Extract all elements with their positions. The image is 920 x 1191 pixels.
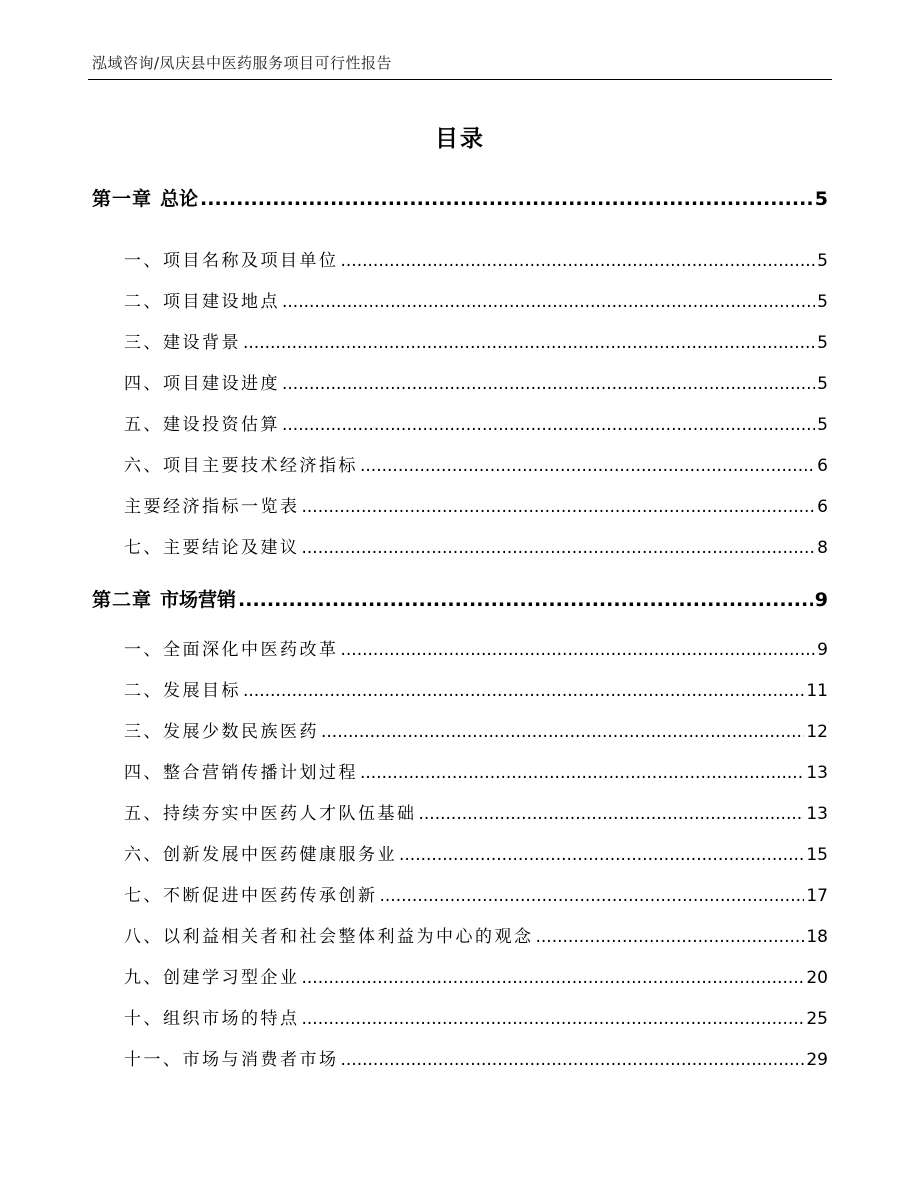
toc-page-number: 12	[806, 722, 828, 742]
toc-label: 持续夯实中医药人才队伍基础	[163, 804, 417, 824]
dot-leader	[360, 456, 815, 476]
toc-page-number: 6	[817, 456, 828, 476]
toc-label: 主要结论及建议	[163, 538, 300, 558]
toc-entry[interactable]	[124, 369, 828, 394]
toc-entry[interactable]	[124, 410, 828, 435]
toc-marker: 一、	[124, 640, 163, 660]
toc-entry[interactable]	[124, 799, 828, 824]
dot-leader	[243, 333, 815, 353]
toc-page-number: 15	[806, 845, 828, 865]
toc-marker: 三、	[124, 722, 163, 742]
toc-page-number: 8	[817, 538, 828, 558]
toc-label: 发展少数民族医药	[163, 722, 319, 742]
dot-leader	[282, 292, 815, 312]
toc-label: 主要经济指标一览表	[124, 497, 300, 517]
toc-marker: 十、	[124, 1009, 163, 1029]
header-divider	[88, 79, 832, 80]
toc-label: 不断促进中医药传承创新	[163, 886, 378, 906]
toc-label: 项目名称及项目单位	[163, 251, 339, 271]
toc-entry[interactable]	[124, 676, 828, 701]
toc-label: 发展目标	[163, 681, 241, 701]
toc-page-number: 6	[817, 497, 828, 517]
toc-label: 项目主要技术经济指标	[163, 456, 358, 476]
toc-page-number: 5	[817, 374, 828, 394]
toc-page-number: 5	[817, 415, 828, 435]
toc-title: 目录	[435, 126, 485, 152]
toc-page-number: 18	[806, 927, 828, 947]
toc-marker: 七、	[124, 886, 163, 906]
toc-label: 组织市场的特点	[163, 1009, 300, 1029]
toc-entry[interactable]	[124, 881, 828, 906]
toc-label: 市场与消费者市场	[182, 1050, 339, 1070]
toc-entry[interactable]	[124, 963, 828, 988]
toc-marker: 第二章	[92, 589, 153, 611]
toc-marker: 第一章	[92, 188, 153, 210]
toc-label: 总论	[160, 188, 199, 210]
toc-label: 市场营销	[160, 589, 237, 611]
toc-marker: 十一、	[124, 1050, 183, 1070]
dot-leader	[302, 497, 816, 517]
toc-page-number: 5	[817, 333, 828, 353]
toc-label: 建设投资估算	[163, 415, 280, 435]
toc-marker: 六、	[124, 845, 163, 865]
toc-marker: 一、	[124, 251, 163, 271]
toc-entry[interactable]	[124, 1045, 828, 1070]
toc-page-number: 9	[814, 589, 828, 611]
toc-page-number: 5	[814, 188, 828, 210]
toc-entry[interactable]	[124, 246, 828, 271]
toc-label: 以利益相关者和社会整体利益为中心的观念	[163, 927, 534, 947]
dot-leader	[341, 251, 816, 271]
dot-leader	[243, 681, 804, 701]
toc-entry-chapter[interactable]	[92, 585, 828, 612]
dot-leader	[341, 640, 816, 660]
toc-label: 创新发展中医药健康服务业	[163, 845, 397, 865]
toc-entry[interactable]	[124, 840, 828, 865]
toc-marker: 七、	[124, 538, 163, 558]
dot-leader	[536, 927, 805, 947]
toc-marker: 四、	[124, 374, 163, 394]
toc-marker: 二、	[124, 292, 163, 312]
toc-entry[interactable]	[124, 287, 828, 312]
toc-entry-chapter[interactable]	[92, 184, 828, 211]
toc-marker: 六、	[124, 456, 163, 476]
toc-marker: 八、	[124, 927, 163, 947]
dot-leader	[380, 886, 805, 906]
toc-entry[interactable]	[124, 758, 828, 783]
toc-marker: 四、	[124, 763, 163, 783]
dot-leader	[302, 1009, 805, 1029]
toc-marker: 九、	[124, 968, 163, 988]
toc-label: 项目建设进度	[163, 374, 280, 394]
dot-leader	[302, 538, 816, 558]
toc-page-number: 5	[817, 251, 828, 271]
dot-leader	[200, 188, 813, 210]
running-header: 泓域咨询/凤庆县中医药服务项目可行性报告	[92, 54, 393, 72]
toc-entry[interactable]	[124, 717, 828, 742]
toc-page-number: 13	[806, 763, 828, 783]
toc-entry[interactable]	[124, 328, 828, 353]
toc-page-number: 17	[806, 886, 828, 906]
dot-leader	[282, 374, 815, 394]
toc-page-number: 5	[817, 292, 828, 312]
dot-leader	[419, 804, 805, 824]
toc-page-number: 13	[806, 804, 828, 824]
toc-label: 项目建设地点	[163, 292, 280, 312]
toc-page-number: 29	[806, 1050, 828, 1070]
toc-entry[interactable]	[124, 533, 828, 558]
toc-marker: 三、	[124, 333, 163, 353]
toc-entry[interactable]	[124, 635, 828, 660]
toc-marker: 五、	[124, 804, 163, 824]
toc-entry[interactable]	[124, 451, 828, 476]
dot-leader	[360, 763, 804, 783]
toc-marker: 二、	[124, 681, 163, 701]
dot-leader	[399, 845, 804, 865]
toc-page-number: 20	[806, 968, 828, 988]
dot-leader	[238, 589, 813, 611]
toc-label: 全面深化中医药改革	[163, 640, 339, 660]
toc-label: 建设背景	[163, 333, 241, 353]
toc-entry[interactable]	[124, 1004, 828, 1029]
toc-page-number: 25	[806, 1009, 828, 1029]
dot-leader	[321, 722, 804, 742]
toc-page-number: 11	[806, 681, 828, 701]
toc-label: 整合营销传播计划过程	[163, 763, 358, 783]
toc-label: 创建学习型企业	[163, 968, 300, 988]
dot-leader	[302, 968, 805, 988]
toc-marker: 五、	[124, 415, 163, 435]
toc-entry[interactable]	[124, 492, 828, 517]
toc-page-number: 9	[817, 640, 828, 660]
dot-leader	[341, 1050, 805, 1070]
toc-entry[interactable]	[124, 922, 828, 947]
dot-leader	[282, 415, 815, 435]
